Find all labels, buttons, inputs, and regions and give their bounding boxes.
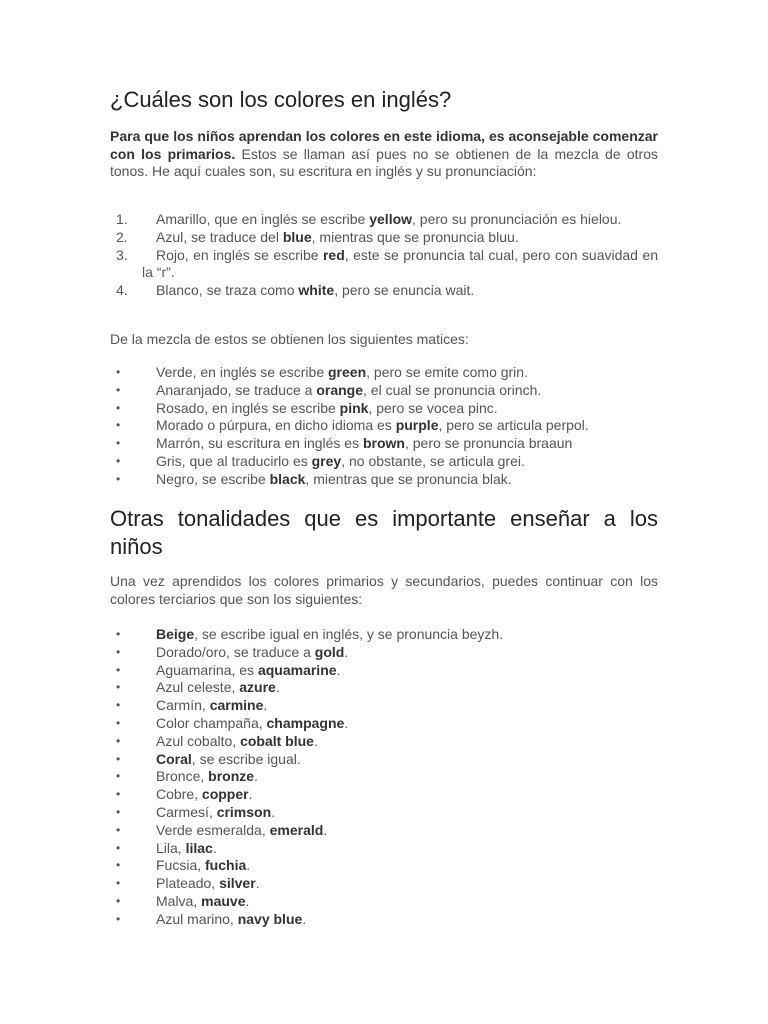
english-word: fuchia [205,857,247,874]
english-word: cobalt blue [240,732,314,749]
english-word: Beige [156,626,195,642]
bullet: • [116,644,121,659]
english-word: bronze [208,768,255,785]
english-word: champagne [266,714,345,731]
intro-bold: Para que los niños aprendan los colores en este idioma, es aconsejable comenzar con los primarios. [110,128,658,162]
list-item: 2. Azul, se traduce del blue, mientras que se pronuncia bluu. [116,228,519,245]
bullet: • [116,822,121,837]
english-word: orange [316,381,364,398]
bullet: • [116,436,121,451]
tertiary-colors-list [110,626,658,929]
item-number: 1. [116,211,128,227]
english-word: copper [201,786,249,803]
bullet: • [116,840,121,855]
english-word: azure [239,679,276,696]
bullet: • [116,876,121,891]
english-word: yellow [369,211,413,227]
english-word: carmine [209,697,264,714]
bullet: • [116,893,121,908]
english-word: navy blue [237,910,303,927]
list-item: • Rosado, en inglés se escribe pink, pero se vocea pinc. [116,399,498,416]
bullet: • [116,769,121,784]
english-word: blue [282,228,312,245]
english-word: silver [219,875,256,892]
item-number: 4. [116,282,128,299]
english-word: white [298,282,335,299]
list-item: • Azul cobalto, cobalt blue. [116,732,318,749]
list-item: • Verde esmeralda, emerald. [116,821,328,838]
list-item: • Beige, se escribe igual en inglés, y se pronuncia beyzh. [116,626,504,642]
list-item: • Malva, mauve. [116,892,250,909]
list-item: • Plateado, silver. [116,875,260,892]
list-item: • Azul celeste, azure. [116,679,280,696]
list-item: • Gris, que al traducirlo es grey, no obstante, se articula grei. [116,452,525,469]
bullet: • [116,662,121,677]
english-word: gold [314,643,345,660]
list-item: • Carmesí, crimson. [116,803,276,820]
bullet: • [116,751,121,766]
intro-rest: Estos se llaman así pues no se obtienen de la mezcla de otros tonos. He aquí cuales son, su escritura en inglés y su pronunciación: [110,145,658,179]
english-word: black [269,470,306,487]
bullet: • [116,804,121,819]
english-word: mauve [201,892,246,909]
list-item: • Aguamarina, es aquamarine. [116,661,341,678]
list-item: • Azul marino, navy blue. [116,910,307,927]
bullet: • [116,627,121,641]
list-item: • Dorado/oro, se traduce a gold. [116,643,349,660]
english-word: grey [311,452,342,469]
bullet: • [116,680,121,695]
english-word: brown [362,435,405,452]
english-word: crimson [216,803,272,820]
english-word: lilac [185,839,213,856]
english-word: emerald [269,821,324,838]
list-item: • Bronce, bronze. [116,768,258,785]
item-number: 3. [116,246,128,263]
bullet: • [116,858,121,873]
english-word: Coral [156,750,192,767]
tertiary-paragraph: Una vez aprendidos los colores primarios y secundarios, puedes continuar con los colores terciarios que son los siguientes: [110,573,658,607]
list-item: 1. Amarillo, que en inglés se escribe yellow, pero su pronunciación es hielou. [116,211,622,227]
english-word: green [328,364,367,380]
english-word: aquamarine [257,661,337,678]
list-item: 3. Rojo, en inglés se escribe red, este se pronuncia tal cual, pero con suavidad en la “r”. [116,246,658,281]
primary-colors-list [110,211,658,300]
item-number: 2. [116,228,128,245]
bullet: • [116,715,121,730]
english-word: pink [339,399,369,416]
bullet: • [116,418,121,433]
bullet: • [116,382,121,397]
english-word: red [322,246,345,263]
bullet: • [116,471,121,486]
mix-paragraph: De la mezcla de estos se obtienen los siguientes matices: [110,331,469,347]
bullet: • [116,400,121,415]
list-item: • Marrón, su escritura en inglés es brown, pero se pronuncia braaun [116,435,573,452]
list-item: • Negro, se escribe black, mientras que se pronuncia blak. [116,470,512,487]
heading-primary-colors: ¿Cuáles son los colores en inglés? [110,87,452,112]
english-word: purple [395,417,439,434]
list-item: • Anaranjado, se traduce a orange, el cual se pronuncia orinch. [116,381,542,398]
bullet: • [116,787,121,802]
secondary-colors-list [110,364,658,489]
bullet: • [116,365,121,379]
bullet: • [116,698,121,713]
intro-paragraph [110,128,658,181]
list-item: 4. Blanco, se traza como white, pero se enuncia wait. [116,282,475,299]
list-item: • Lila, lilac. [116,839,217,856]
list-item: • Verde, en inglés se escribe green, pero se emite como grin. [116,364,528,380]
list-item: • Coral, se escribe igual. [116,750,301,767]
bullet: • [116,453,121,468]
list-item: • Color champaña, champagne. [116,714,349,731]
list-item: • Carmín, carmine. [116,697,268,714]
list-item: • Fucsia, fuchia. [116,857,251,874]
heading-other-tones: Otras tonalidades que es importante enseñar a los niños [110,506,658,559]
list-item: • Cobre, copper. [116,786,253,803]
bullet: • [116,733,121,748]
list-item: • Morado o púrpura, en dicho idioma es purple, pero se articula perpol. [116,417,589,434]
bullet: • [116,911,121,926]
